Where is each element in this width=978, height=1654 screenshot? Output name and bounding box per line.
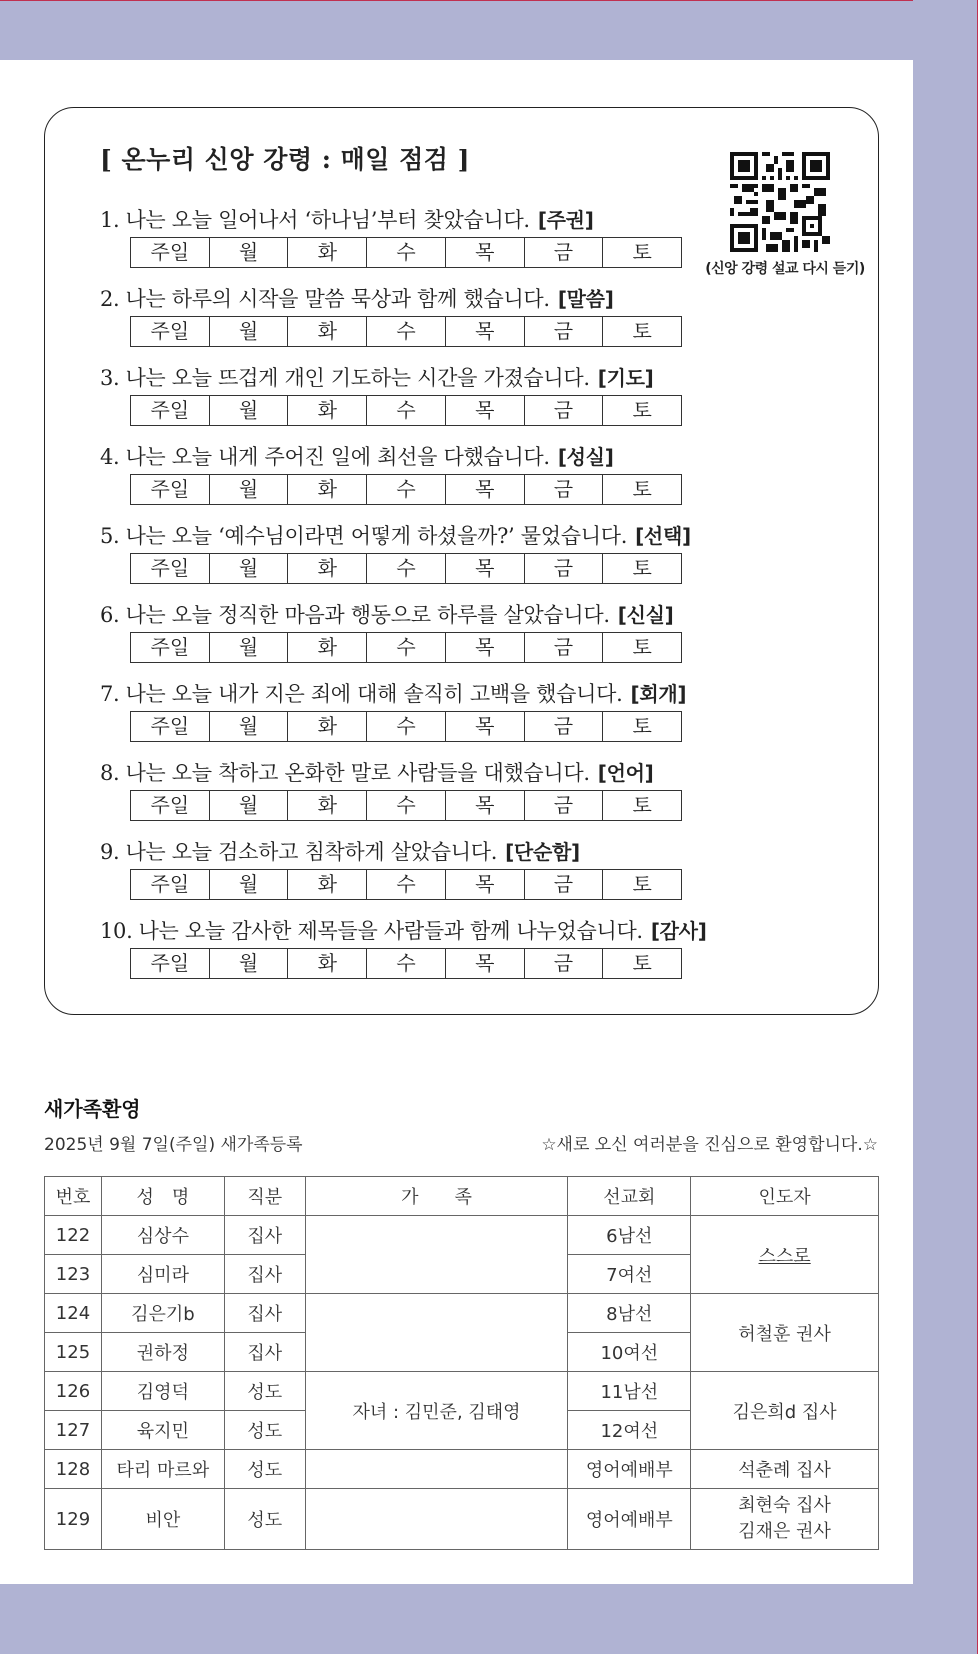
weekday-check-cell[interactable]: 토 bbox=[632, 951, 652, 975]
cell-number: 123 bbox=[45, 1255, 102, 1294]
checklist-item-number: 10. bbox=[100, 919, 133, 943]
checklist-item-text bbox=[100, 916, 860, 946]
checklist-item-number: 6. bbox=[100, 603, 120, 627]
cell-number: 124 bbox=[45, 1294, 102, 1333]
weekday-checkbox-row bbox=[130, 711, 682, 742]
weekday-check-cell[interactable]: 수 bbox=[367, 475, 446, 504]
header-number: 번호 bbox=[45, 1177, 102, 1216]
cell-name: 심미라 bbox=[101, 1255, 224, 1294]
cell-role: 성도 bbox=[224, 1411, 305, 1450]
right-margin-band bbox=[913, 0, 978, 1654]
checklist-item-tag: [언어] bbox=[597, 761, 654, 785]
weekday-check-cell[interactable]: 목 bbox=[446, 238, 525, 267]
weekday-check-cell[interactable]: 목 bbox=[446, 791, 525, 820]
cell-name: 심상수 bbox=[101, 1216, 224, 1255]
checklist-item bbox=[100, 205, 860, 268]
checklist-item-statement: 나는 오늘 착하고 온화한 말로 사람들을 대했습니다. bbox=[125, 761, 590, 785]
weekday-check-cell[interactable]: 토 bbox=[632, 477, 652, 501]
weekday-check-cell[interactable]: 월 bbox=[210, 949, 289, 978]
cell-family-note: 자녀 : 김민준, 김태영 bbox=[305, 1372, 568, 1450]
new-members-table bbox=[44, 1176, 879, 1550]
checklist-item-text bbox=[100, 679, 860, 709]
table-row bbox=[45, 1372, 879, 1411]
weekday-check-cell[interactable]: 목 bbox=[446, 633, 525, 662]
cell-mission: 8남선 bbox=[568, 1294, 691, 1333]
weekday-check-cell[interactable]: 화 bbox=[288, 712, 367, 741]
checklist-item bbox=[100, 284, 860, 347]
cell-family bbox=[305, 1450, 568, 1489]
weekday-check-cell[interactable]: 월 bbox=[210, 870, 289, 899]
checklist-item-text bbox=[100, 205, 860, 235]
weekday-check-cell[interactable]: 목 bbox=[446, 870, 525, 899]
checklist-item-number: 5. bbox=[100, 524, 120, 548]
weekday-check-cell[interactable]: 목 bbox=[446, 949, 525, 978]
checklist-item-text bbox=[100, 758, 860, 788]
weekday-check-cell[interactable]: 수 bbox=[367, 238, 446, 267]
weekday-checkbox-row bbox=[130, 948, 682, 979]
weekday-check-cell[interactable]: 월 bbox=[210, 791, 289, 820]
cell-mission: 10여선 bbox=[568, 1333, 691, 1372]
checklist-item-tag: [선택] bbox=[635, 524, 691, 548]
cell-family bbox=[305, 1294, 568, 1372]
welcome-date: 2025년 9월 7일(주일) 새가족등록 bbox=[44, 1135, 303, 1155]
weekday-check-cell[interactable]: 화 bbox=[288, 317, 367, 346]
cell-number: 126 bbox=[45, 1372, 102, 1411]
checklist-item-number: 3. bbox=[100, 366, 120, 390]
weekday-check-cell[interactable]: 금 bbox=[525, 633, 604, 662]
weekday-check-cell[interactable]: 토 bbox=[632, 398, 652, 422]
weekday-check-cell[interactable]: 주일 bbox=[131, 554, 210, 583]
weekday-check-cell[interactable]: 토 bbox=[632, 240, 652, 264]
cell-mission: 영어예배부 bbox=[568, 1450, 691, 1489]
cell-mission: 7여선 bbox=[568, 1255, 691, 1294]
guide-name: 최현숙 집사 bbox=[738, 1495, 831, 1516]
cell-guide: 허철훈 권사 bbox=[691, 1294, 879, 1372]
checklist-item-statement: 나는 오늘 정직한 마음과 행동으로 하루를 살았습니다. bbox=[125, 603, 610, 627]
header-family: 가 족 bbox=[305, 1177, 568, 1216]
weekday-checkbox-row bbox=[130, 474, 682, 505]
weekday-check-cell[interactable]: 수 bbox=[367, 633, 446, 662]
weekday-check-cell[interactable]: 화 bbox=[288, 554, 367, 583]
cell-role: 성도 bbox=[224, 1489, 305, 1550]
checklist-item-number: 9. bbox=[100, 840, 120, 864]
weekday-check-cell[interactable]: 주일 bbox=[131, 396, 210, 425]
checklist-item-tag: [말씀] bbox=[557, 287, 614, 311]
cell-name: 권하정 bbox=[101, 1333, 224, 1372]
weekday-check-cell[interactable]: 주일 bbox=[131, 870, 210, 899]
cell-role: 성도 bbox=[224, 1372, 305, 1411]
weekday-check-cell[interactable]: 금 bbox=[525, 870, 604, 899]
cell-number: 125 bbox=[45, 1333, 102, 1372]
weekday-check-cell[interactable]: 토 bbox=[632, 872, 652, 896]
checklist-item-statement: 나는 하루의 시작을 말씀 묵상과 함께 했습니다. bbox=[125, 287, 550, 311]
weekday-check-cell[interactable]: 수 bbox=[367, 396, 446, 425]
weekday-check-cell[interactable]: 금 bbox=[525, 396, 604, 425]
weekday-check-cell[interactable]: 월 bbox=[210, 712, 289, 741]
weekday-checkbox-row bbox=[130, 553, 682, 584]
weekday-check-cell[interactable]: 금 bbox=[525, 791, 604, 820]
checklist-item-statement: 나는 오늘 내가 지은 죄에 대해 솔직히 고백을 했습니다. bbox=[125, 682, 623, 706]
checklist-item-number: 4. bbox=[100, 445, 120, 469]
guide-name: 김재은 권사 bbox=[738, 1521, 831, 1542]
weekday-check-cell[interactable]: 금 bbox=[525, 317, 604, 346]
weekday-check-cell[interactable]: 화 bbox=[288, 238, 367, 267]
cell-role: 집사 bbox=[224, 1255, 305, 1294]
weekday-check-cell[interactable]: 월 bbox=[210, 633, 289, 662]
checklist-item-statement: 나는 오늘 일어나서 ‘하나님’부터 찾았습니다. bbox=[125, 208, 530, 232]
weekday-check-cell[interactable]: 주일 bbox=[131, 475, 210, 504]
checklist-item bbox=[100, 679, 860, 742]
weekday-checkbox-row bbox=[130, 237, 682, 268]
cell-name: 비안 bbox=[101, 1489, 224, 1550]
weekday-check-cell[interactable]: 월 bbox=[210, 554, 289, 583]
weekday-check-cell[interactable]: 주일 bbox=[131, 633, 210, 662]
weekday-check-cell[interactable]: 주일 bbox=[131, 317, 210, 346]
checklist-item-text bbox=[100, 363, 860, 393]
weekday-check-cell[interactable]: 금 bbox=[525, 238, 604, 267]
cell-guide: 스스로 bbox=[691, 1216, 879, 1294]
weekday-check-cell[interactable]: 목 bbox=[446, 317, 525, 346]
weekday-check-cell[interactable]: 금 bbox=[525, 712, 604, 741]
weekday-check-cell[interactable]: 주일 bbox=[131, 712, 210, 741]
weekday-check-cell[interactable]: 토 bbox=[632, 556, 652, 580]
weekday-check-cell[interactable]: 월 bbox=[210, 475, 289, 504]
weekday-check-cell[interactable]: 월 bbox=[210, 396, 289, 425]
weekday-check-cell[interactable]: 월 bbox=[210, 238, 289, 267]
weekday-check-cell[interactable]: 수 bbox=[367, 870, 446, 899]
header-name: 성 명 bbox=[101, 1177, 224, 1216]
checklist-item-statement: 나는 오늘 감사한 제목들을 사람들과 함께 나누었습니다. bbox=[138, 919, 643, 943]
weekday-check-cell[interactable]: 토 bbox=[632, 714, 652, 738]
weekday-checkbox-row bbox=[130, 869, 682, 900]
checklist-item bbox=[100, 521, 860, 584]
weekday-check-cell[interactable]: 수 bbox=[367, 317, 446, 346]
weekday-check-cell[interactable]: 주일 bbox=[131, 791, 210, 820]
cell-family bbox=[305, 1216, 568, 1294]
cell-number: 128 bbox=[45, 1450, 102, 1489]
table-row bbox=[45, 1216, 879, 1255]
weekday-check-cell[interactable]: 화 bbox=[288, 870, 367, 899]
checklist-item-tag: [주권] bbox=[537, 208, 594, 232]
cell-name: 김영덕 bbox=[101, 1372, 224, 1411]
cell-role: 성도 bbox=[224, 1450, 305, 1489]
weekday-check-cell[interactable]: 화 bbox=[288, 949, 367, 978]
checklist-item-number: 8. bbox=[100, 761, 120, 785]
checklist-item-tag: [성실] bbox=[557, 445, 614, 469]
checklist-item bbox=[100, 916, 860, 979]
weekday-checkbox-row bbox=[130, 316, 682, 347]
welcome-title: 새가족환영 bbox=[44, 1097, 141, 1121]
weekday-check-cell[interactable]: 목 bbox=[446, 712, 525, 741]
weekday-check-cell[interactable]: 수 bbox=[367, 712, 446, 741]
checklist-item-tag: [감사] bbox=[650, 919, 707, 943]
cell-guide: 석춘례 집사 bbox=[691, 1450, 879, 1489]
weekday-check-cell[interactable]: 토 bbox=[632, 635, 652, 659]
cell-mission: 12여선 bbox=[568, 1411, 691, 1450]
cell-name: 타리 마르와 bbox=[101, 1450, 224, 1489]
welcome-message: ☆새로 오신 여러분을 진심으로 환영합니다.☆ bbox=[541, 1135, 878, 1155]
checklist-item-statement: 나는 오늘 검소하고 침착하게 살았습니다. bbox=[125, 840, 498, 864]
cell-mission: 11남선 bbox=[568, 1372, 691, 1411]
weekday-check-cell[interactable]: 목 bbox=[446, 396, 525, 425]
checklist-item-tag: [회개] bbox=[630, 682, 687, 706]
weekday-checkbox-row bbox=[130, 395, 682, 426]
checklist-item bbox=[100, 837, 860, 900]
top-border-line bbox=[0, 0, 978, 1]
checklist-item-text bbox=[100, 600, 860, 630]
table-row bbox=[45, 1450, 879, 1489]
checklist-item-number: 1. bbox=[100, 208, 120, 232]
cell-number: 127 bbox=[45, 1411, 102, 1450]
weekday-check-cell[interactable]: 토 bbox=[632, 793, 652, 817]
weekday-check-cell[interactable]: 토 bbox=[632, 319, 652, 343]
checklist-item-tag: [신실] bbox=[617, 603, 674, 627]
bottom-margin-band bbox=[0, 1584, 978, 1654]
weekday-check-cell[interactable]: 화 bbox=[288, 633, 367, 662]
checklist-item-text bbox=[100, 521, 860, 551]
checklist-item-tag: [기도] bbox=[597, 366, 654, 390]
cell-guide bbox=[691, 1489, 879, 1550]
checklist-title: [ 온누리 신앙 강령 : 매일 점검 ] bbox=[100, 145, 470, 174]
cell-mission: 영어예배부 bbox=[568, 1489, 691, 1550]
checklist-item-number: 7. bbox=[100, 682, 120, 706]
header-role: 직분 bbox=[224, 1177, 305, 1216]
checklist-item-text bbox=[100, 442, 860, 472]
cell-family bbox=[305, 1489, 568, 1550]
cell-number: 122 bbox=[45, 1216, 102, 1255]
checklist-item-tag: [단순함] bbox=[505, 840, 580, 864]
checklist-item bbox=[100, 600, 860, 663]
checklist-item-statement: 나는 오늘 내게 주어진 일에 최선을 다했습니다. bbox=[125, 445, 550, 469]
table-header-row bbox=[45, 1177, 879, 1216]
cell-role: 집사 bbox=[224, 1294, 305, 1333]
cell-role: 집사 bbox=[224, 1333, 305, 1372]
weekday-checkbox-row bbox=[130, 790, 682, 821]
table-row bbox=[45, 1294, 879, 1333]
weekday-checkbox-row bbox=[130, 632, 682, 663]
cell-name: 김은기b bbox=[101, 1294, 224, 1333]
checklist-item-text bbox=[100, 284, 860, 314]
weekday-check-cell[interactable]: 화 bbox=[288, 396, 367, 425]
checklist-item bbox=[100, 442, 860, 505]
weekday-check-cell[interactable]: 목 bbox=[446, 554, 525, 583]
weekday-check-cell[interactable]: 목 bbox=[446, 475, 525, 504]
checklist-item-text bbox=[100, 837, 860, 867]
weekday-check-cell[interactable]: 금 bbox=[525, 554, 604, 583]
weekday-check-cell[interactable]: 수 bbox=[367, 949, 446, 978]
checklist-item bbox=[100, 758, 860, 821]
cell-name: 육지민 bbox=[101, 1411, 224, 1450]
weekday-check-cell[interactable]: 주일 bbox=[131, 949, 210, 978]
weekday-check-cell[interactable]: 화 bbox=[288, 475, 367, 504]
header-mission: 선교회 bbox=[568, 1177, 691, 1216]
cell-mission: 6남선 bbox=[568, 1216, 691, 1255]
weekday-check-cell[interactable]: 수 bbox=[367, 554, 446, 583]
header-guide: 인도자 bbox=[691, 1177, 879, 1216]
table-row bbox=[45, 1489, 879, 1550]
cell-number: 129 bbox=[45, 1489, 102, 1550]
weekday-check-cell[interactable]: 화 bbox=[288, 791, 367, 820]
weekday-check-cell[interactable]: 금 bbox=[525, 475, 604, 504]
weekday-check-cell[interactable]: 금 bbox=[525, 949, 604, 978]
checklist-item-number: 2. bbox=[100, 287, 120, 311]
checklist-item-statement: 나는 오늘 뜨겁게 개인 기도하는 시간을 가졌습니다. bbox=[125, 366, 590, 390]
qr-caption: (신앙 강령 설교 다시 듣기) bbox=[705, 261, 865, 277]
cell-role: 집사 bbox=[224, 1216, 305, 1255]
cell-guide: 김은희d 집사 bbox=[691, 1372, 879, 1450]
weekday-check-cell[interactable]: 월 bbox=[210, 317, 289, 346]
weekday-check-cell[interactable]: 주일 bbox=[131, 238, 210, 267]
checklist-item bbox=[100, 363, 860, 426]
checklist-item-statement: 나는 오늘 ‘예수님이라면 어떻게 하셨을까?’ 물었습니다. bbox=[125, 524, 628, 548]
weekday-check-cell[interactable]: 수 bbox=[367, 791, 446, 820]
